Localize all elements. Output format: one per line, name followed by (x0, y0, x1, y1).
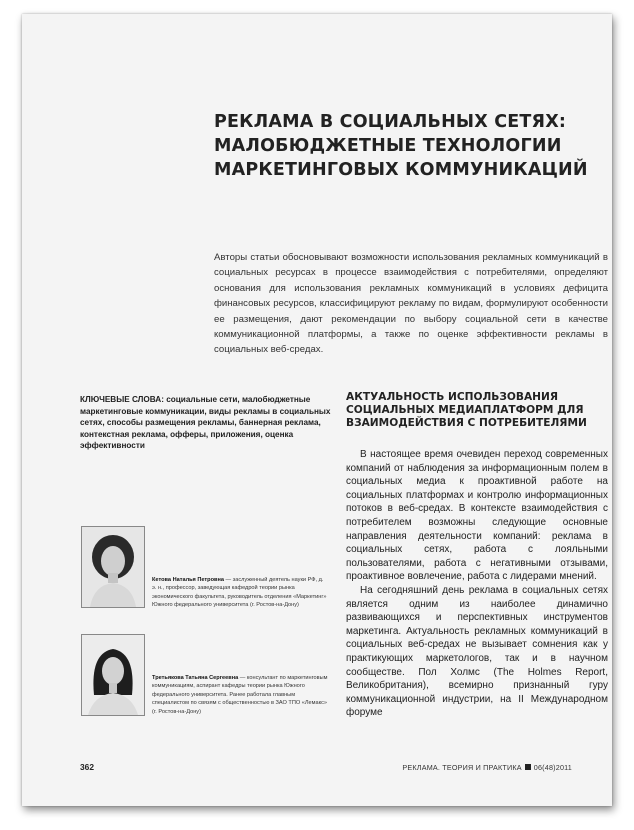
square-separator-icon (525, 764, 531, 770)
section-heading-line: АКТУАЛЬНОСТЬ ИСПОЛЬЗОВАНИЯ (346, 391, 559, 403)
page-number: 362 (80, 762, 94, 772)
article-title (214, 110, 594, 182)
article-title-line: РЕКЛАМА В СОЦИАЛЬНЫХ СЕТЯХ: (214, 112, 567, 132)
article-title-line: МАЛОБЮДЖЕТНЫЕ ТЕХНОЛОГИИ (214, 136, 562, 156)
author-photo-ketova (81, 526, 145, 608)
author-bio: — заслуженный деятель науки РФ, д. э. н., профессор, заведующая кафедрой теории рынка экономического факультета, руководитель отделения «Маркетинг» Южного федерального университета (г. Ростов-на-Дону) (152, 577, 327, 609)
article-title-line: МАРКЕТИНГОВЫХ КОММУНИКАЦИЙ (214, 160, 588, 180)
journal-name: РЕКЛАМА. ТЕОРИЯ И ПРАКТИКА (402, 763, 522, 772)
author-bio: — консультант по маркетинговым коммуникациям, аспирант кафедры теории рынка Южного федерального университета. Ранее работала главным специалистом по связям с общественностью в ЗАО ТПО «Лемакс» (г. Ростов-на-Дону) (152, 675, 328, 715)
journal-footer (402, 763, 572, 772)
author-info-ketova (152, 576, 328, 610)
article-abstract: Авторы статьи обосновывают возможности использования рекламных коммуникаций в социальных ресурсах в процессе взаимодействия с потребителями, определяют основания для использования рекламных коммуникаций в условиях дефицита финансовых ресурсов, классифицируют рекламу по видам, формулируют особенности ее размещения, дают рекомендации по выбору социальной сети в качестве коммуникационной платформы, а также по оценке эффективности рекламы в социальных веб-средах. (214, 252, 608, 356)
journal-page (22, 14, 612, 806)
body-paragraph: На сегодняшний день реклама в социальных сетях является одним из наиболее динамично развивающихся и перспективных инструментов маркетинга. Актуальность рекламных коммуникаций в социальных веб-средах не вызывает сомнения как у практикующих маркетологов, так и в научном сообществе. Пол Холмс (The Holmes Report, Великобритания), всемирно признанный гуру коммуникационной индустрии, на II Международном форуме (346, 584, 608, 719)
body-paragraph: В настоящее время очевиден переход современных компаний от наблюдения за информационным полем в социальных медиа к проактивной работе на социальных платформах и контролю информационных потоков в веб-средах. В контексте взаимодействия с потребителем возможны следующие основные направления деятельности компаний: реклама в социальных сетях, работа с лояльными пользователями, работа с негативными отзывами, проактивное вовлечение, работа с лидерами мнений. (346, 449, 608, 583)
author-info-tretyakova (152, 674, 328, 716)
section-heading (346, 391, 608, 431)
section-heading-line: ВЗАИМОДЕЙСТВИЯ С ПОТРЕБИТЕЛЯМИ (346, 417, 587, 430)
author-photo-tretyakova (81, 634, 145, 716)
author-name: Кетова Наталья Петровна (152, 577, 224, 583)
author-name: Третьякова Татьяна Сергеевна (152, 675, 239, 681)
body-text (346, 448, 608, 720)
keywords: КЛЮЧЕВЫЕ СЛОВА: социальные сети, малобюджетные маркетинговые коммуникации, виды рекламы в социальных сетях, способы размещения рекламы, баннерная реклама, контекстная реклама, офферы, приложения, оценка эффективности (80, 395, 331, 451)
journal-issue: 06(48)2011 (533, 763, 572, 772)
section-heading-line: СОЦИАЛЬНЫХ МЕДИАПЛАТФОРМ ДЛЯ (346, 404, 584, 417)
